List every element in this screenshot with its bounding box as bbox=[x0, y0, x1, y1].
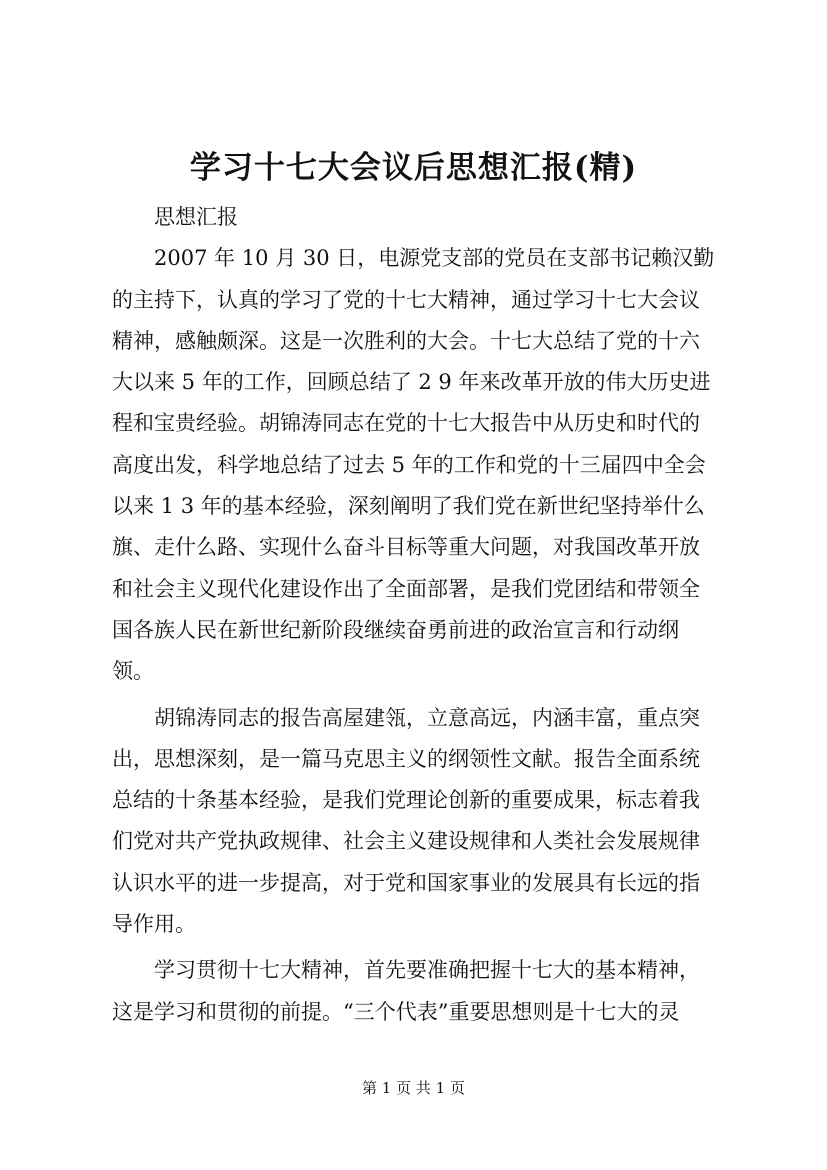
text-line: 高度出发，科学地总结了过去 5 年的工作和党的十三届四中全会 bbox=[112, 452, 706, 477]
paragraph bbox=[112, 698, 717, 946]
text-line: 导作用。 bbox=[112, 912, 196, 937]
text-line: 认识水平的进一步提高，对于党和国家事业的发展具有长远的指 bbox=[112, 870, 700, 895]
text-line: 以来 1 3 年的基本经验，深刻阐明了我们党在新世纪坚持举什么 bbox=[112, 494, 705, 519]
text-line: 这是学习和贯彻的前提。“三个代表”重要思想则是十七大的灵 bbox=[112, 999, 680, 1024]
document-body bbox=[112, 197, 717, 1033]
text-line: 程和宝贵经验。胡锦涛同志在党的十七大报告中从历史和时代的 bbox=[112, 411, 700, 436]
paragraph bbox=[112, 950, 717, 1033]
page-number-footer: 第 1 页 共 1 页 bbox=[362, 1079, 465, 1097]
text-line: 的主持下，认真的学习了党的十七大精神，通过学习十七大会议 bbox=[112, 287, 700, 312]
text-line: 出，思想深刻，是一篇马克思主义的纲领性文献。报告全面系统 bbox=[112, 746, 700, 771]
text-line: 国各族人民在新世纪新阶段继续奋勇前进的政治宣言和行动纲 bbox=[112, 617, 679, 642]
text-line: 大以来 5 年的工作，回顾总结了 2 9 年来改革开放的伟大历史进 bbox=[112, 370, 711, 395]
text-line: 思想汇报 bbox=[154, 205, 238, 229]
text-line: 胡锦涛同志的报告高屋建瓴，立意高远，内涵丰富，重点突 bbox=[154, 705, 700, 730]
paragraph bbox=[112, 197, 717, 238]
text-line: 旗、走什么路、实现什么奋斗目标等重大问题，对我国改革开放 bbox=[112, 535, 700, 560]
text-line: 总结的十条基本经验，是我们党理论创新的重要成果，标志着我 bbox=[112, 788, 700, 813]
text-line: 们党对共产党执政规律、社会主义建设规律和人类社会发展规律 bbox=[112, 829, 700, 854]
text-line: 和社会主义现代化建设作出了全面部署，是我们党团结和带领全 bbox=[112, 576, 700, 601]
text-line: 学习贯彻十七大精神，首先要准确把握十七大的基本精神， bbox=[154, 958, 700, 983]
text-line: 2007 年 10 月 30 日，电源党支部的党员在支部书记赖汉勤 bbox=[154, 246, 715, 271]
document-title: 学习十七大会议后思想汇报(精) bbox=[189, 150, 638, 186]
text-line: 领。 bbox=[112, 659, 154, 684]
paragraph bbox=[112, 238, 717, 692]
text-line: 精神，感触颇深。这是一次胜利的大会。十七大总结了党的十六 bbox=[112, 328, 700, 353]
